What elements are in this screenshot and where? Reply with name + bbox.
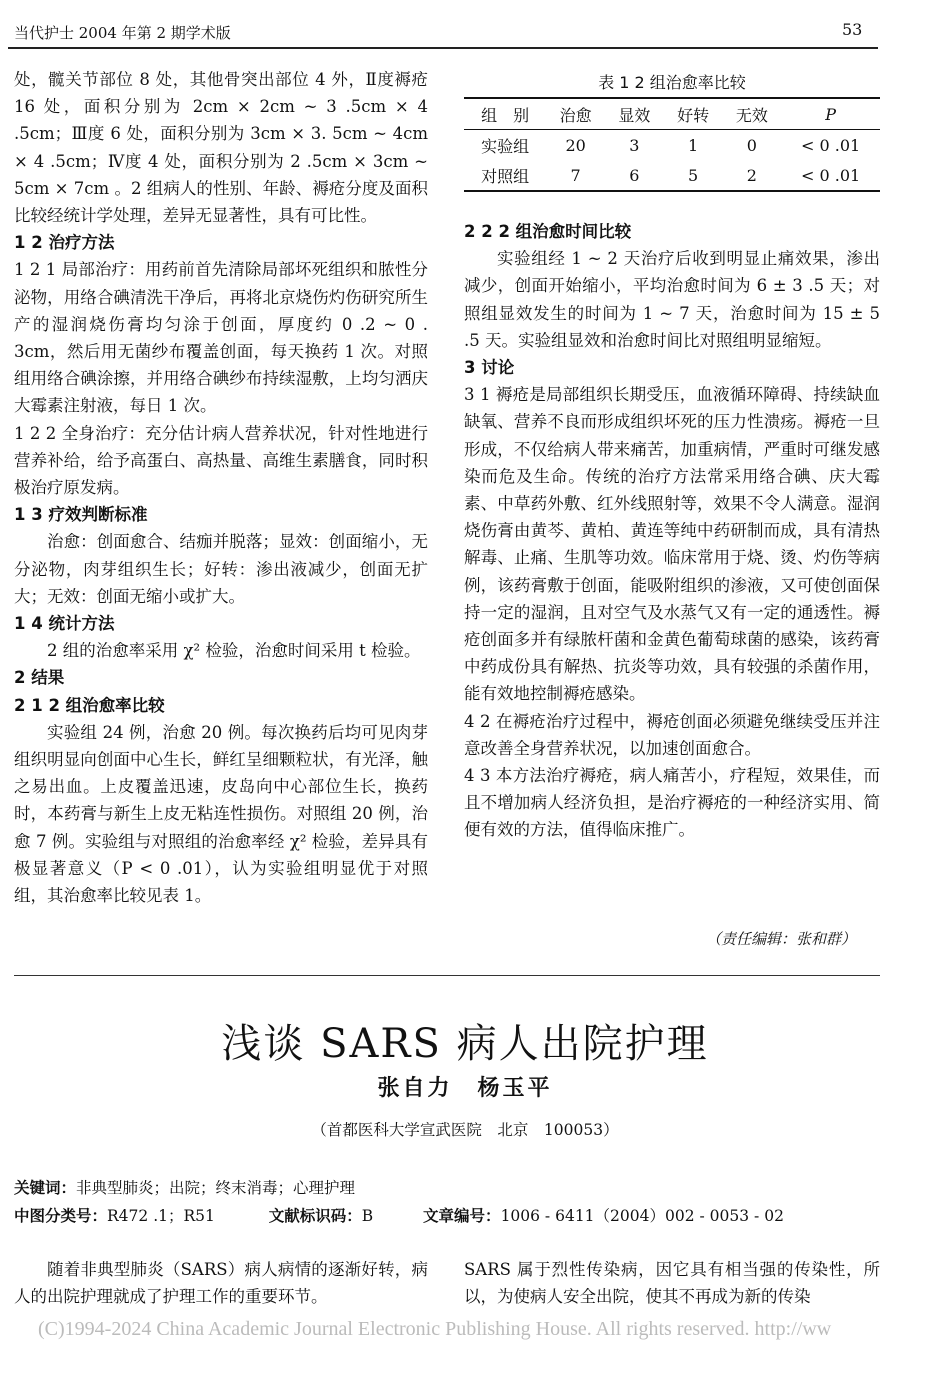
doc-code: B bbox=[361, 1207, 374, 1225]
table-cell: 6 bbox=[629, 165, 640, 185]
article2-body-left: 随着非典型肺炎（SARS）病人病情的逐渐好转，病人的出院护理就成了护理工作的重要环节。 bbox=[14, 1260, 428, 1307]
table-caption: 表 1 2 组治愈率比较 bbox=[598, 73, 746, 92]
section-heading: 1 3 疗效判断标准 bbox=[14, 505, 148, 525]
paragraph: 3 1 褥疮是局部组织长期受压，血液循环障碍、持续缺血缺氧、营养不良而形成组织坏死的压力性溃疡。褥疮一旦形成，不仅给病人带来痛苦，加重病情，严重时可继发感染而危及生命。传统的治疗方法常采用络合碘、庆大霉素、中草药外敷、红外线照射等，效果不令人满意。湿润烧伤膏由黄芩、黄柏、黄连等纯中药研制而成，具有清热解毒、止痛、生肌等功效。临床常用于烧、烫、灼伤等病例，该药膏敷于创面，能吸附组织的渗液，又可使创面保持一定的湿润，且对空气及水蒸气又有一定的通透性。褥疮创面多并有绿脓杆菌和金黄色葡萄球菌的感染，该药膏中药成份具有解热、抗炎等功效，具有较强的杀菌作用，能有效地控制褥疮感染。 bbox=[464, 385, 880, 704]
table-cell: 20 bbox=[565, 135, 586, 155]
table-row bbox=[464, 160, 880, 191]
keywords-line bbox=[14, 1176, 355, 1198]
paragraph: 1 2 1 局部治疗：用药前首先清除局部坏死组织和脓性分泌物，用络合碘清洗干净后，再将北京烧伤灼伤研究所生产的湿润烧伤膏均匀涂于创面，厚度约 0 .2 ~ 0 . 3cm，然后用无菌纱布覆盖创面，每天换药 1 次。对照组用络合碘涂擦，并用络合碘纱布持续湿敷，上均匀洒庆大霉素注射液，每日 1 次。 bbox=[14, 260, 428, 416]
table-header-cell: 组 别 bbox=[481, 105, 530, 125]
table-header-cell: 无效 bbox=[735, 105, 768, 125]
table-row bbox=[464, 130, 880, 161]
table-header-cell: 治愈 bbox=[559, 105, 592, 125]
copyright-footer: (C)1994-2024 China Academic Journal Electronic Publishing House. All rights reserved. http://ww bbox=[38, 1318, 832, 1340]
left-column bbox=[14, 66, 428, 909]
article-title: 浅谈 SARS 病人出院护理 bbox=[221, 1021, 709, 1067]
section-heading: 1 2 治疗方法 bbox=[14, 233, 115, 253]
article-no: 1006 - 6411（2004）002 - 0053 - 02 bbox=[500, 1207, 784, 1225]
table-header-cell: P bbox=[825, 104, 836, 124]
table-header-cell: 好转 bbox=[677, 105, 710, 125]
paragraph: 2 组的治愈率采用 χ² 检验，治愈时间采用 t 检验。 bbox=[47, 641, 421, 661]
article2-body-right: SARS 属于烈性传染病，因它具有相当强的传染性，所以，为使病人安全出院，使其不再成为新的传染 bbox=[464, 1260, 880, 1307]
table-cell: 0 bbox=[746, 135, 757, 155]
table-cell: 实验组 bbox=[481, 136, 530, 156]
editor-note: （责任编辑：张和群） bbox=[706, 930, 857, 948]
classification-line bbox=[14, 1204, 784, 1226]
doc-code-label: 文献标识码： bbox=[268, 1207, 362, 1225]
article-divider bbox=[14, 975, 880, 976]
section-heading: 2 1 2 组治愈率比较 bbox=[14, 695, 165, 715]
article-no-label: 文章编号： bbox=[423, 1207, 501, 1225]
paragraph: 1 2 2 全身治疗：充分估计病人营养状况，针对性地进行营养补给，给予高蛋白、高热量、高维生素膳食，同时积极治疗原发病。 bbox=[14, 423, 428, 498]
table-1 bbox=[464, 70, 880, 192]
table-cell: 7 bbox=[570, 165, 581, 185]
paragraph: 治愈：创面愈合、结痂并脱落；显效：创面缩小，无分泌物，肉芽组织生长；好转：渗出液减少，创面无扩大；无效：创面无缩小或扩大。 bbox=[14, 532, 428, 606]
header-rule bbox=[8, 47, 878, 49]
paragraph: 实验组经 1 ~ 2 天治疗后收到明显止痛效果，渗出减少，创面开始缩小，平均治愈时间为 6 ± 3 .5 天；对照组显效发生的时间为 1 ~ 7 天，治愈时间为 15 ± 5 .5 天。实验组显效和治愈时间比对照组明显缩短。 bbox=[464, 249, 880, 350]
paragraph: 4 2 在褥疮治疗过程中，褥疮创面必须避免继续受压并注意改善全身营养状况，以加速创面愈合。 bbox=[464, 711, 880, 758]
table-header-cell: 显效 bbox=[618, 105, 651, 125]
section-heading: 2 结果 bbox=[14, 668, 65, 688]
paragraph: 4 3 本方法治疗褥疮，病人痛苦小，疗程短，效果佳，而且不增加病人经济负担，是治疗褥疮的一种经济实用、简便有效的方法，值得临床推广。 bbox=[464, 766, 880, 840]
table-cell: 对照组 bbox=[481, 166, 530, 186]
right-column bbox=[464, 218, 880, 844]
article-authors: 张自力 杨玉平 bbox=[377, 1075, 553, 1101]
keywords-label: 关键词： bbox=[14, 1179, 77, 1197]
cure-rate-table bbox=[464, 97, 880, 192]
table-cell: < 0 .01 bbox=[801, 165, 861, 185]
article-affiliation: （首都医科大学宣武医院 北京 100053） bbox=[311, 1121, 619, 1139]
table-cell: 2 bbox=[746, 165, 757, 185]
paragraph: 处，髋关节部位 8 处，其他骨突出部位 4 外，Ⅱ度褥疮 16 处，面积分别为 2cm × 2cm ~ 3 .5cm × 4 .5cm；Ⅲ度 6 处，面积分别为 3cm × 3. 5cm ~ 4cm × 4 .5cm；Ⅳ度 4 处，面积分别为 2 .5cm × 3cm ~ 5cm × 7cm 。2 组病人的性别、年龄、褥疮分度及面积比较经统计学处理，差异无显著性，具有可比性。 bbox=[14, 70, 428, 226]
section-heading: 3 讨论 bbox=[464, 358, 515, 378]
clc-label: 中图分类号： bbox=[14, 1207, 108, 1225]
clc-code: R472 .1；R51 bbox=[107, 1207, 215, 1225]
table-cell: 1 bbox=[688, 135, 699, 155]
section-heading: 1 4 统计方法 bbox=[14, 614, 115, 634]
journal-header: 当代护士 2004 年第 2 期学术版 bbox=[14, 24, 231, 42]
page-number: 53 bbox=[842, 20, 863, 39]
table-cell: 3 bbox=[629, 135, 640, 155]
paragraph: 实验组 24 例，治愈 20 例。每次换药后均可见肉芽组织明显向创面中心生长，鲜红呈细颗粒状，有光泽，触之易出血。上皮覆盖迅速，皮岛向中心部位生长，换药时，本药膏与新生上皮无粘连性损伤。对照组 20 例，治愈 7 例。实验组与对照组的治愈率经 χ² 检验，差异具有极显著意义（P < 0 .01），认为实验组明显优于对照组，其治愈率比较见表 1。 bbox=[14, 722, 428, 906]
table-cell: < 0 .01 bbox=[801, 135, 861, 155]
keywords: 非典型肺炎；出院；终末消毒；心理护理 bbox=[76, 1179, 356, 1197]
section-heading: 2 2 2 组治愈时间比较 bbox=[464, 222, 632, 241]
table-cell: 5 bbox=[688, 165, 699, 185]
